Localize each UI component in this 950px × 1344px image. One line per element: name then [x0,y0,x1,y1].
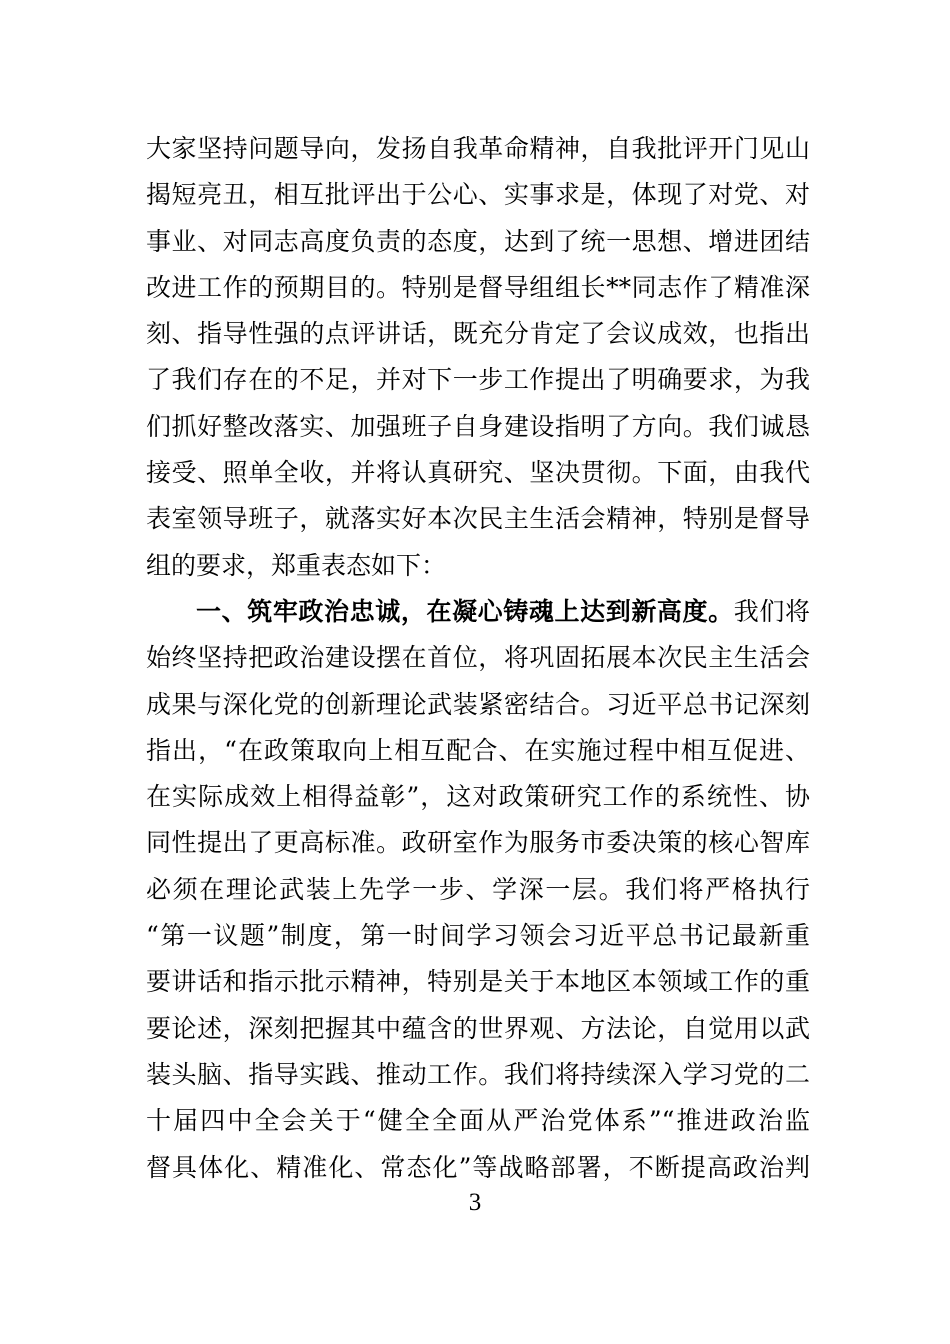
text-line: 揭短亮丑，相互批评出于公心、实事求是，体现了对党、对 [146,180,810,210]
section-heading-line [146,589,810,635]
text-line: 要论述，深刻把握其中蕴含的世界观、方法论，自觉用以武 [146,1013,810,1043]
text-line: “第一议题”制度，第一时间学习领会习近平总书记最新重 [146,921,810,951]
section-heading: 一、筑牢政治忠诚，在凝心铸魂上达到新高度。 [196,596,734,626]
body-text [146,126,810,1191]
heading-line-rest: 我们将 [733,596,810,626]
text-line: 成果与深化党的创新理论武装紧密结合。习近平总书记深刻 [146,689,810,719]
text-line: 同性提出了更高标准。政研室作为服务市委决策的核心智库 [146,828,810,858]
text-line: 要讲话和指示批示精神，特别是关于本地区本领域工作的重 [146,967,810,997]
text-line: 组的要求，郑重表态如下： [146,550,447,580]
paragraph-1 [146,126,810,589]
text-line: 必须在理论武装上先学一步、学深一层。我们将严格执行 [146,874,810,904]
text-line: 刻、指导性强的点评讲话，既充分肯定了会议成效，也指出 [146,319,810,349]
text-line: 督具体化、精准化、常态化”等战略部署，不断提高政治判 [146,1152,810,1182]
paragraph-2 [146,589,810,1191]
text-line: 大家坚持问题导向，发扬自我革命精神，自我批评开门见山 [146,134,810,163]
text-line: 们抓好整改落实、加强班子自身建设指明了方向。我们诚恳 [146,411,810,441]
text-line: 装头脑、指导实践、推动工作。我们将持续深入学习党的二 [146,1059,810,1089]
text-line: 表室领导班子，就落实好本次民主生活会精神，特别是督导 [146,504,810,534]
text-line: 指出，“在政策取向上相互配合、在实施过程中相互促进、 [146,735,810,765]
page-number: 3 [468,1189,482,1216]
text-line: 十届四中全会关于“健全全面从严治党体系”“推进政治监 [146,1106,810,1136]
text-line: 在实际成效上相得益彰”，这对政策研究工作的系统性、协 [146,782,810,812]
text-line: 了我们存在的不足，并对下一步工作提出了明确要求，为我 [146,365,810,395]
text-line: 改进工作的预期目的。特别是督导组组长**同志作了精准深 [146,272,810,302]
text-line: 始终坚持把政治建设摆在首位，将巩固拓展本次民主生活会 [146,643,810,673]
text-line: 接受、照单全收，并将认真研究、坚决贯彻。下面，由我代 [146,458,810,488]
text-line: 事业、对同志高度负责的态度，达到了统一思想、增进团结 [146,226,810,256]
